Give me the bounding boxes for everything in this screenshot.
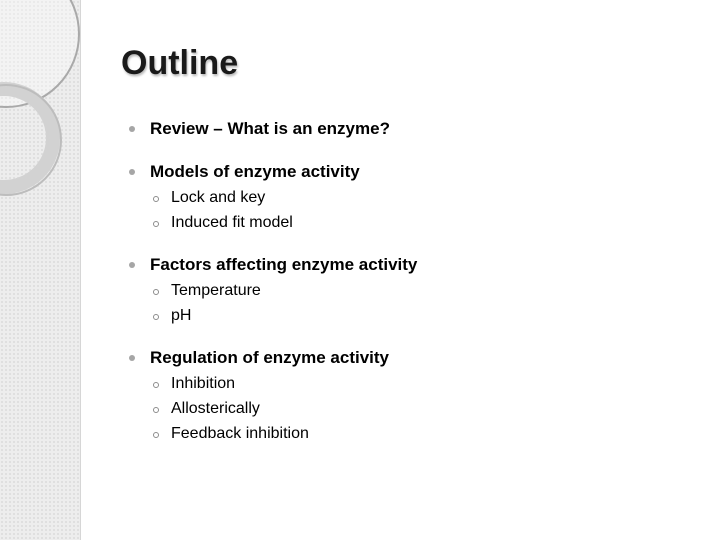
sub-bullet-item — [128, 278, 688, 303]
sub-bullet-label: Temperature — [171, 282, 261, 299]
hollow-circle-bullet-icon — [153, 196, 159, 202]
sub-bullet-list — [128, 278, 688, 328]
hollow-circle-bullet-icon — [153, 407, 159, 413]
sub-bullet-label: Feedback inhibition — [171, 425, 309, 442]
ring-outline-icon — [0, 84, 62, 196]
sub-bullet-item — [128, 421, 688, 446]
hollow-circle-bullet-icon — [153, 382, 159, 388]
bullet-item — [128, 116, 688, 142]
sub-bullet-list — [128, 185, 688, 235]
bullet-heading: Factors affecting enzyme activity — [150, 255, 418, 274]
hollow-circle-bullet-icon — [153, 221, 159, 227]
bullet-heading: Regulation of enzyme activity — [150, 348, 389, 367]
sub-bullet-label: Lock and key — [171, 189, 266, 206]
sub-bullet-label: Allosterically — [171, 400, 260, 417]
hollow-circle-bullet-icon — [153, 432, 159, 438]
filled-circle-bullet-icon — [129, 355, 135, 361]
hollow-circle-bullet-icon — [153, 289, 159, 295]
sub-bullet-label: Inhibition — [171, 375, 236, 392]
filled-circle-bullet-icon — [129, 262, 135, 268]
bullet-heading: Review – What is an enzyme? — [150, 119, 390, 138]
outline-bullet-list — [128, 116, 688, 463]
bullet-item — [128, 252, 688, 278]
sub-bullet-item — [128, 371, 688, 396]
bullet-group-regulation — [128, 345, 688, 446]
sub-bullet-item — [128, 185, 688, 210]
sub-bullet-item — [128, 210, 688, 235]
bullet-item — [128, 159, 688, 185]
decorative-side-band — [0, 0, 81, 540]
filled-circle-bullet-icon — [129, 169, 135, 175]
bullet-group-review — [128, 116, 688, 142]
sub-bullet-item — [128, 396, 688, 421]
sub-bullet-item — [128, 303, 688, 328]
bullet-group-factors — [128, 252, 688, 328]
hollow-circle-bullet-icon — [153, 314, 159, 320]
bullet-group-models — [128, 159, 688, 235]
sub-bullet-label: Induced fit model — [171, 214, 293, 231]
slide-title: Outline — [121, 44, 239, 82]
sub-bullet-label: pH — [171, 307, 192, 324]
sub-bullet-list — [128, 371, 688, 446]
filled-circle-bullet-icon — [129, 126, 135, 132]
bullet-item — [128, 345, 688, 371]
bullet-heading: Models of enzyme activity — [150, 162, 360, 181]
